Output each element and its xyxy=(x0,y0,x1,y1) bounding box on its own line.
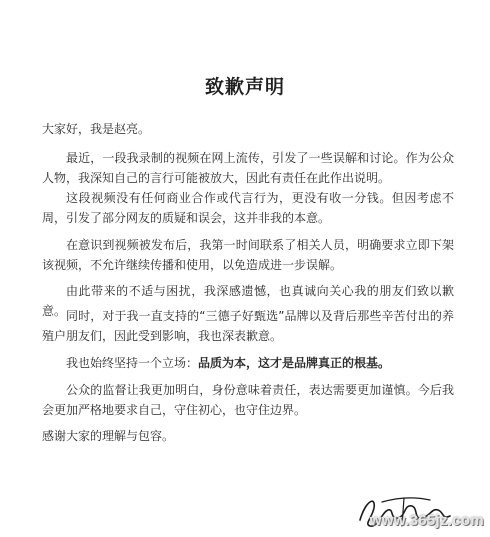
stance-bold-statement: 品质为本，这才是品牌真正的根基。 xyxy=(198,356,391,370)
paragraph-4: 由此带来的不适与困扰，我深感遗憾，也真诚向关心我的朋友们致以歉意。 xyxy=(42,284,454,318)
closing-line: 感谢大家的理解与包容。 xyxy=(42,429,175,443)
paragraph-1: 最近，一段我录制的视频在网上流传，引发了一些误解和讨论。作为公众人物，我深知自己的言行可能被放大，因此有责任在此作出说明。 xyxy=(42,151,454,185)
paragraph-2: 这段视频没有任何商业合作或代言行为，更没有收一分钱。但因考虑不周，引发了部分网友的质疑和误会，这并非我的本意。 xyxy=(42,191,454,225)
paragraph-6: 公众的监督让我更加明白，身份意味着责任，表达需要更加谨慎。今后我会更加严格地要求自己，守住初心，也守住边界。 xyxy=(42,383,454,417)
stance-paragraph xyxy=(42,353,454,373)
site-watermark: www.365jz.com xyxy=(369,512,484,529)
paragraph-5: 同时，对于我一直支持的“三德子好甄选”品牌以及背后那些辛苦付出的养殖户朋友们，因此受到影响，我也深表歉意。 xyxy=(42,309,454,343)
stance-intro: 我也始终坚持一个立场： xyxy=(66,356,199,370)
paragraph-3: 在意识到视频被发布后，我第一时间联系了相关人员，明确要求立即下架该视频，不允许继续传播和使用，以免造成进一步误解。 xyxy=(42,238,454,272)
greeting-line: 大家好，我是赵亮。 xyxy=(42,122,151,136)
document-title: 致歉声明 xyxy=(204,76,285,98)
